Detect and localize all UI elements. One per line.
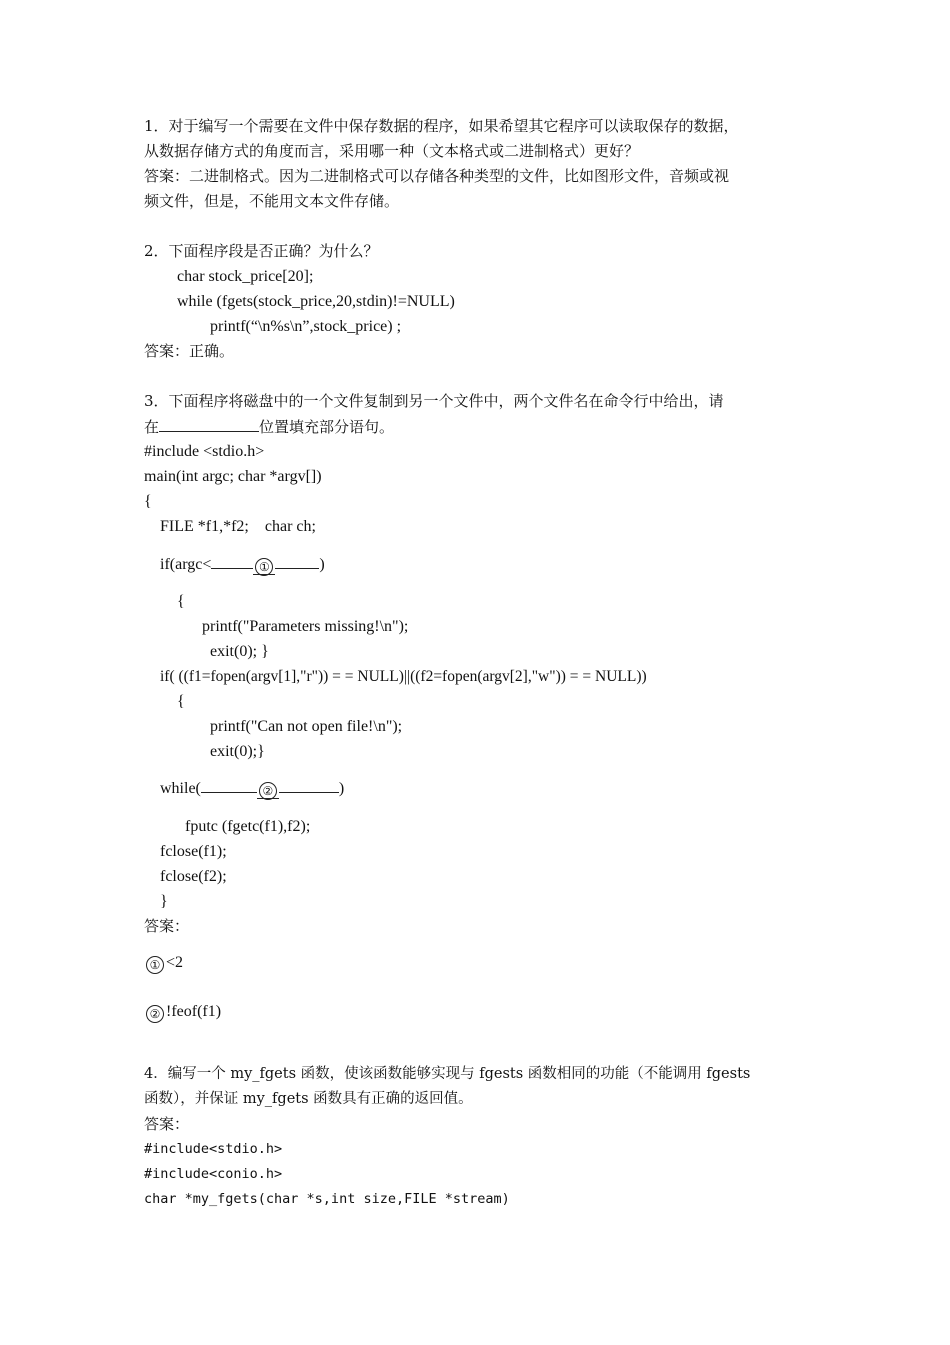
q3-text-post: 位置填充部分语句。	[259, 418, 395, 436]
blank-marker-1	[253, 556, 275, 575]
q3-answer-1	[146, 950, 183, 975]
code-fclose1: fclose(f1);	[160, 843, 227, 860]
q4-code-line: char *my_fgets(char *s,int size,FILE *stream)	[144, 1191, 510, 1207]
code-brace: {	[144, 493, 152, 510]
q4-code-line: #include<stdio.h>	[144, 1141, 283, 1157]
blank-marker-2	[257, 780, 279, 799]
q3-text-line1: 3．下面程序将磁盘中的一个文件复制到另一个文件中，两个文件名在命令行中给出，请	[144, 392, 724, 410]
code-if-argc-post: )	[319, 556, 325, 573]
answer-text: !feof(f1)	[166, 1003, 222, 1020]
q1-answer-line2: 频文件，但是，不能用文本文件存储。	[144, 192, 400, 210]
code-brace: {	[177, 593, 185, 610]
code-fclose2: fclose(f2);	[160, 868, 227, 885]
circled-number-2: ②	[146, 1005, 164, 1023]
code-while-post: )	[338, 780, 345, 797]
q2-answer: 答案：正确。	[144, 342, 235, 360]
fill-blank	[201, 775, 257, 793]
fill-blank	[275, 551, 319, 569]
q2-code-line: char stock_price[20];	[177, 268, 314, 285]
code-if-argc	[160, 551, 325, 577]
q4-answer-label: 答案：	[144, 1115, 190, 1133]
code-if-fopen: if( ((f1=fopen(argv[1],"r")) = = NULL)||((f2=fopen(argv[2],"w")) = = NULL))	[160, 668, 647, 685]
q1-text-line2: 从数据存储方式的角度而言，采用哪一种（文本格式或二进制格式）更好？	[144, 142, 640, 160]
code-printf2: printf("Can not open file!\n");	[210, 718, 403, 735]
fill-blank	[279, 775, 339, 793]
code-while-pre: while(	[160, 780, 201, 797]
q2-code-line: while (fgets(stock_price,20,stdin)!=NULL)	[177, 293, 455, 310]
fill-blank	[159, 414, 259, 432]
circled-number-1: ①	[146, 956, 164, 974]
code-printf1: printf("Parameters missing!\n");	[202, 618, 409, 635]
q2-title: 2．下面程序段是否正确？为什么？	[144, 242, 379, 260]
q4-code-line: #include<conio.h>	[144, 1166, 283, 1182]
q1-text-line1: 1．对于编写一个需要在文件中保存数据的程序，如果希望其它程序可以读取保存的数据，	[144, 117, 739, 135]
code-exit2: exit(0);}	[210, 743, 265, 760]
q2-code-line: printf(“\n%s\n”,stock_price) ;	[210, 318, 402, 335]
q3-text-pre: 在	[144, 418, 160, 436]
code-brace: }	[160, 893, 168, 910]
code-main: main(int argc; char *argv[])	[144, 468, 322, 485]
q3-text-line2	[144, 414, 394, 440]
circled-number-1: ①	[255, 558, 273, 576]
fill-blank	[211, 551, 253, 569]
circled-number-2: ②	[259, 782, 277, 800]
code-brace: {	[177, 693, 185, 710]
code-decl: FILE *f1,*f2; char ch;	[160, 518, 316, 535]
code-if-argc-pre: if(argc<	[160, 556, 212, 573]
answer-text: <2	[166, 954, 184, 971]
q4-text-line2: 函数），并保证 my_fgets 函数具有正确的返回值。	[144, 1091, 473, 1107]
q3-answer-2	[146, 999, 221, 1024]
q4-text-line1: 4．编写一个 my_fgets 函数，使该函数能够实现与 fgests 函数相同的功能（不能调用 fgests	[144, 1066, 751, 1082]
code-fputc: fputc (fgetc(f1),f2);	[185, 818, 311, 835]
q1-answer-line1: 答案：二进制格式。因为二进制格式可以存储各种类型的文件，比如图形文件，音频或视	[144, 167, 730, 185]
q3-answer-label: 答案：	[144, 917, 190, 935]
code-include: #include <stdio.h>	[144, 443, 265, 460]
code-while	[160, 775, 344, 801]
code-exit1: exit(0); }	[210, 643, 269, 660]
